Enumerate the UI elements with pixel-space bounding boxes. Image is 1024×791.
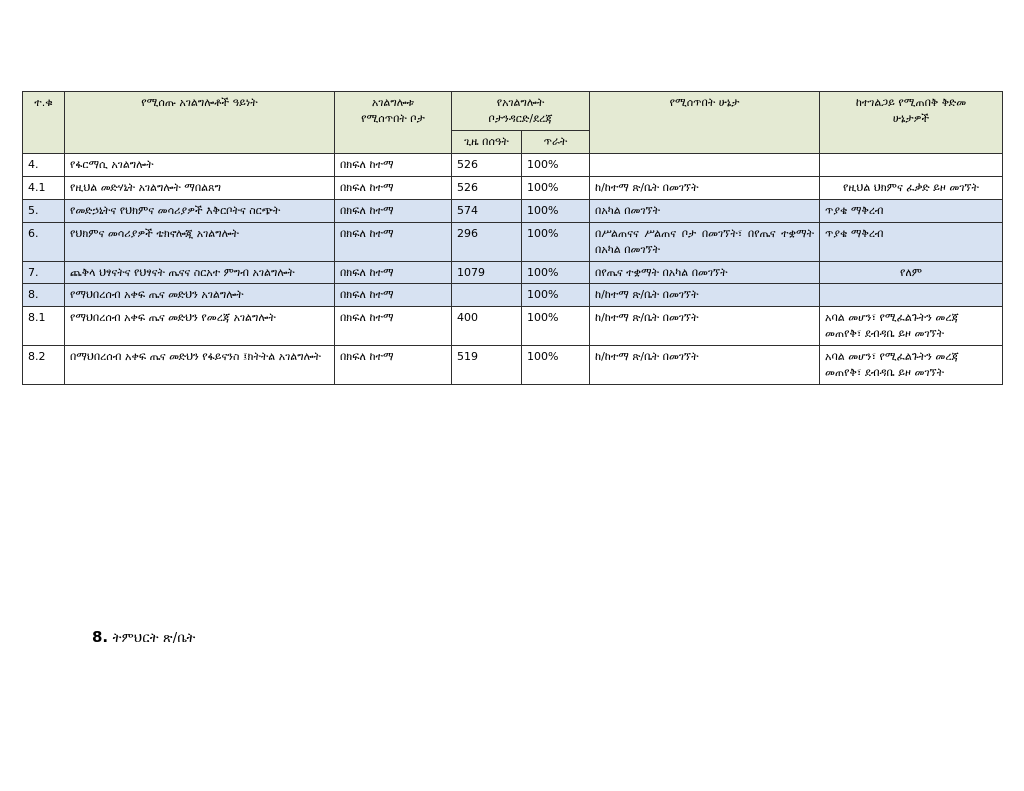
table-row xyxy=(23,307,1003,346)
table-row xyxy=(23,176,1003,199)
header-standard: የአገልግሎት ቦታንዳርድ/ደረጃ xyxy=(452,92,590,131)
table-header xyxy=(23,92,1003,154)
cell-status: በአካል በመገኘት xyxy=(590,199,820,222)
cell-perf: 100% xyxy=(522,261,590,284)
cell-plan: 526 xyxy=(452,153,522,176)
table-row xyxy=(23,284,1003,307)
cell-remark: የዚህል ህክምና ፈቃድ ይዞ መገኘት xyxy=(820,176,1003,199)
cell-activity: የማህበረሰብ አቀፍ ጤና መድህን የመረጃ አገልግሎት xyxy=(65,307,335,346)
section-heading-text: ትምህርት ጽ/ቤት xyxy=(112,631,196,646)
cell-body: በክፍለ ከተማ xyxy=(335,176,452,199)
cell-body: በክፍለ ከተማ xyxy=(335,222,452,261)
header-perf: ጥራት xyxy=(522,130,590,153)
cell-plan: 1079 xyxy=(452,261,522,284)
services-table xyxy=(22,91,1003,385)
header-remark: ከተገልጋይ የሚጠበቅ ቅድመ ሁኔታዎች xyxy=(820,92,1003,154)
cell-remark xyxy=(820,284,1003,307)
table-row xyxy=(23,261,1003,284)
cell-no: 4. xyxy=(23,153,65,176)
cell-remark: የለም xyxy=(820,261,1003,284)
section-heading xyxy=(92,628,195,646)
cell-status: ከ/ከተማ ጽ/ቤት በመገኘት xyxy=(590,284,820,307)
cell-status: በየጤና ተቋማት በአካል በመገኘት xyxy=(590,261,820,284)
cell-activity: የዚህል መድሃኒት አገልግሎት ማበልጸግ xyxy=(65,176,335,199)
cell-perf: 100% xyxy=(522,346,590,385)
table-row xyxy=(23,222,1003,261)
cell-perf: 100% xyxy=(522,176,590,199)
cell-status: ከ/ከተማ ጽ/ቤት በመገኘት xyxy=(590,307,820,346)
cell-perf: 100% xyxy=(522,199,590,222)
cell-activity: በማህበረሰብ አቀፍ ጤና መድህን የፋይናንስ ፤ክትትል አገልግሎት xyxy=(65,346,335,385)
cell-activity: የመድኃኒትና የህክምና መሳሪያዎች እቅርቦትና ስርጭት xyxy=(65,199,335,222)
cell-status: ከ/ከተማ ጽ/ቤት በመገኘት xyxy=(590,346,820,385)
cell-no: 8. xyxy=(23,284,65,307)
cell-no: 5. xyxy=(23,199,65,222)
cell-perf: 100% xyxy=(522,153,590,176)
cell-status xyxy=(590,153,820,176)
cell-remark: ጥያቄ ማቅረብ xyxy=(820,222,1003,261)
cell-remark: አባል መሆን፣ የሚፈልጉትን መረጃ መጠየቅ፣ ደብዳቤ ይዞ መገኘት xyxy=(820,307,1003,346)
table-body xyxy=(23,153,1003,384)
cell-no: 7. xyxy=(23,261,65,284)
header-status: የሚሰጥበት ሁኔታ xyxy=(590,92,820,154)
header-body: አገልግሎቱ የሚሰጥበት ቦታ xyxy=(335,92,452,154)
cell-perf: 100% xyxy=(522,222,590,261)
cell-no: 6. xyxy=(23,222,65,261)
cell-body: በክፍለ ከተማ xyxy=(335,307,452,346)
cell-perf: 100% xyxy=(522,307,590,346)
cell-no: 8.1 xyxy=(23,307,65,346)
cell-no: 8.2 xyxy=(23,346,65,385)
cell-no: 4.1 xyxy=(23,176,65,199)
table-row xyxy=(23,153,1003,176)
section-heading-number: 8. xyxy=(92,628,109,646)
cell-remark: ጥያቄ ማቅረብ xyxy=(820,199,1003,222)
cell-body: በክፍለ ከተማ xyxy=(335,153,452,176)
cell-body: በክፍለ ከተማ xyxy=(335,346,452,385)
cell-activity: የህክምና መሳሪያዎች ቴክኖሎጂ አገልግሎት xyxy=(65,222,335,261)
cell-plan xyxy=(452,284,522,307)
cell-body: በክፍለ ከተማ xyxy=(335,284,452,307)
cell-status: በሥልጠናና ሥልጠና ቦታ በመገኘት፣ በየጤና ተቋማት በአካል በመገኘት xyxy=(590,222,820,261)
cell-activity: የማህበረሰብ አቀፍ ጤና መድህን አገልግሎት xyxy=(65,284,335,307)
cell-body: በክፍለ ከተማ xyxy=(335,261,452,284)
cell-remark: አባል መሆን፣ የሚፈልጉትን መረጃ መጠየቅ፣ ደብዳቤ ይዞ መገኘት xyxy=(820,346,1003,385)
table-row xyxy=(23,199,1003,222)
cell-status: ከ/ከተማ ጽ/ቤት በመገኘት xyxy=(590,176,820,199)
cell-plan: 400 xyxy=(452,307,522,346)
header-activity: የሚሰጡ አገልግሎቶች ዓይነት xyxy=(65,92,335,154)
cell-body: በክፍለ ከተማ xyxy=(335,199,452,222)
cell-perf: 100% xyxy=(522,284,590,307)
cell-remark xyxy=(820,153,1003,176)
table-row xyxy=(23,346,1003,385)
cell-plan: 574 xyxy=(452,199,522,222)
cell-activity: የፋርማሲ አገልግሎት xyxy=(65,153,335,176)
cell-activity: ጨቅላ ህፃናትና የህፃናት ጤናና ስርአተ ምግብ አገልግሎት xyxy=(65,261,335,284)
cell-plan: 526 xyxy=(452,176,522,199)
table-header-row-1 xyxy=(23,92,1003,131)
cell-plan: 519 xyxy=(452,346,522,385)
cell-plan: 296 xyxy=(452,222,522,261)
header-plan: ጊዜ በሰዓት xyxy=(452,130,522,153)
header-no: ተ.ቁ xyxy=(23,92,65,154)
